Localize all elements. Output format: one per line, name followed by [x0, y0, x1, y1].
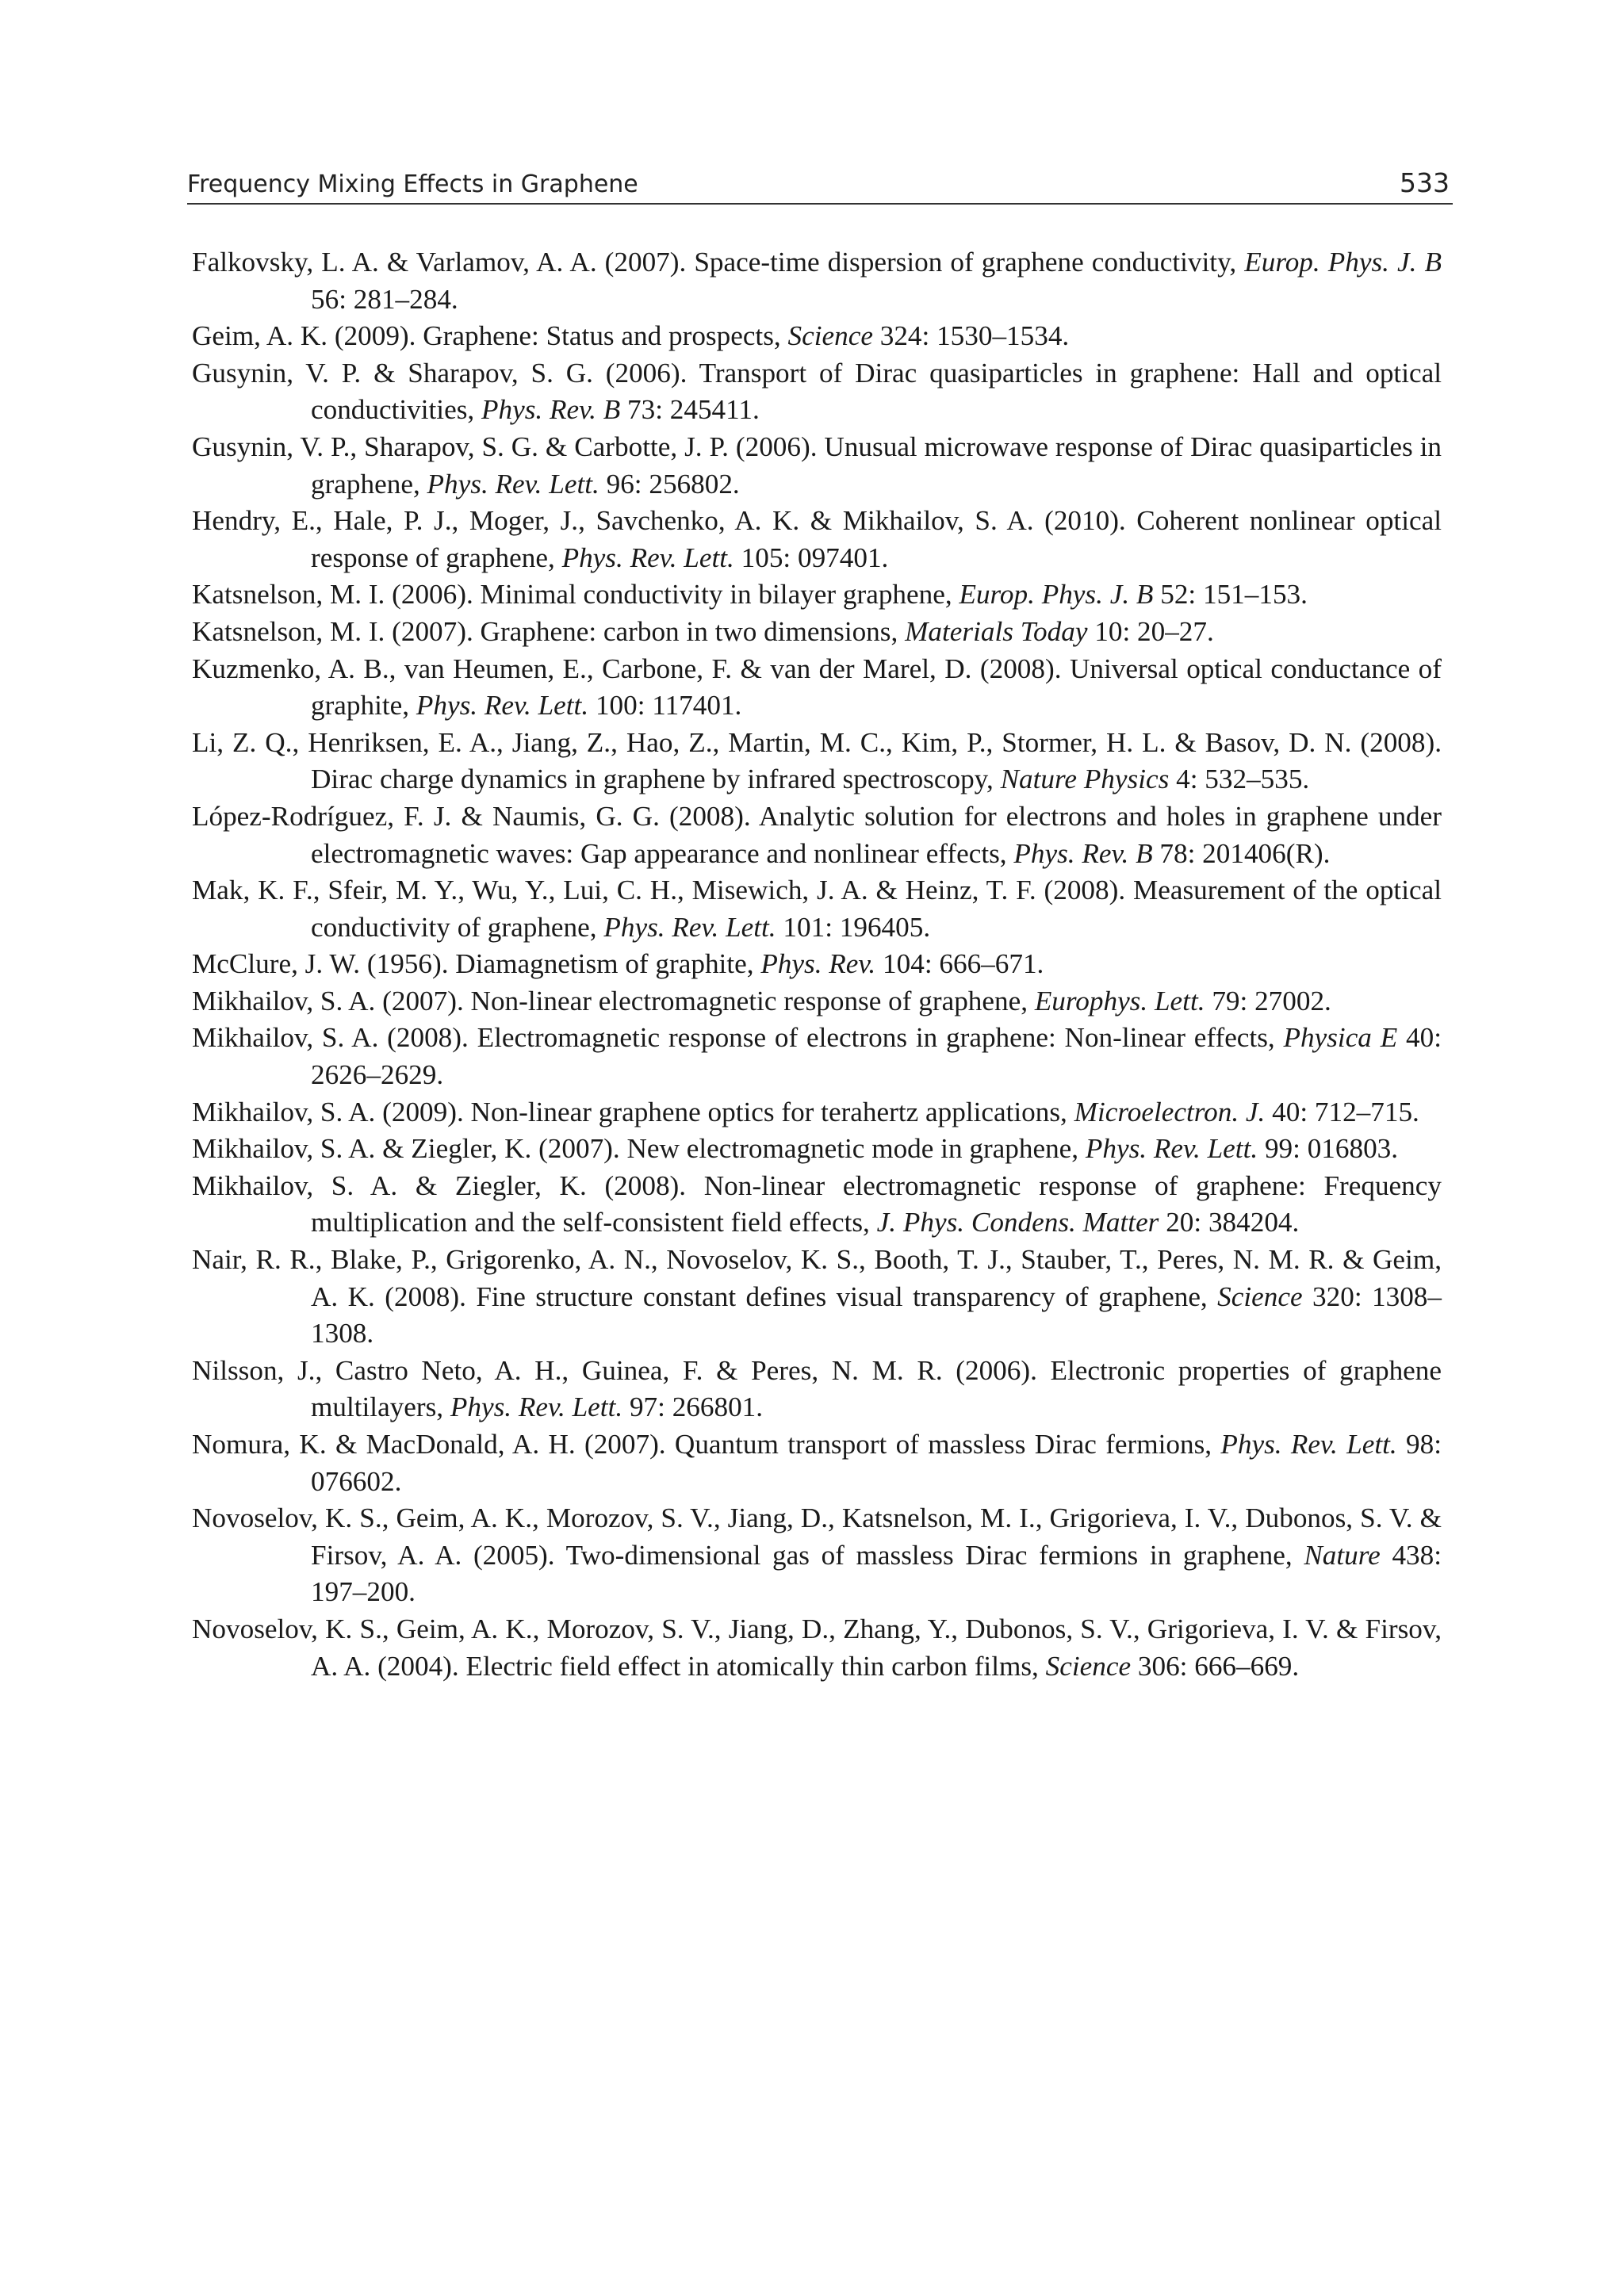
reference-entry: [192, 429, 1442, 503]
reference-journal: Phys. Rev. Lett.: [1220, 1429, 1397, 1460]
reference-journal: Phys. Rev. B: [1013, 837, 1153, 869]
reference-entry: [192, 503, 1442, 576]
reference-volume-pages: 105: 097401.: [733, 542, 889, 573]
reference-text: Gusynin, V. P. & Sharapov, S. G. (2006). Transport of Dirac quasiparticles in graphene: Hall and optical conductivities,: [192, 357, 1442, 426]
reference-journal: Science: [1045, 1650, 1132, 1682]
reference-volume-pages: 97: 266801.: [622, 1391, 764, 1423]
reference-text: Mikhailov, S. A. (2008). Electromagnetic response of electrons in graphene: Non-linear effects,: [192, 1022, 1284, 1054]
reference-text: Li, Z. Q., Henriksen, E. A., Jiang, Z., Hao, Z., Martin, M. C., Kim, P., Stormer, H. L. & Basov, D. N. (2008). Dirac charge dynamics in graphene by infrared spectroscopy,: [192, 726, 1442, 795]
reference-text: Mikhailov, S. A. (2007). Non-linear electromagnetic response of graphene,: [192, 985, 1035, 1016]
reference-text: Nair, R. R., Blake, P., Grigorenko, A. N., Novoselov, K. S., Booth, T. J., Stauber, T., Peres, N. M. R. & Geim, A. K. (2008). Fine structure constant defines visual transparency of graphene,: [192, 1244, 1442, 1312]
reference-journal: Phys. Rev. Lett.: [561, 542, 734, 573]
reference-text: Nilsson, J., Castro Neto, A. H., Guinea, F. & Peres, N. M. R. (2006). Electronic properties of graphene multilayers,: [192, 1354, 1442, 1423]
reference-journal: Nature: [1304, 1539, 1381, 1571]
reference-text: Mikhailov, S. A. & Ziegler, K. (2008). Non-linear electromagnetic response of graphene: Frequency multiplication and the self-consistent field effects,: [192, 1169, 1442, 1238]
reference-journal: Phys. Rev. Lett.: [416, 690, 589, 722]
reference-journal: Phys. Rev. Lett.: [1085, 1133, 1258, 1165]
reference-volume-pages: 56: 281–284.: [311, 283, 458, 315]
reference-entry: [192, 244, 1442, 318]
reference-volume-pages: 306: 666–669.: [1131, 1650, 1300, 1682]
reference-volume-pages: 438: 197–200.: [311, 1539, 1442, 1608]
reference-entry: [192, 1131, 1442, 1168]
reference-text: Mikhailov, S. A. (2009). Non-linear graphene optics for terahertz applications,: [192, 1096, 1074, 1127]
reference-entry: [192, 946, 1442, 983]
reference-volume-pages: 104: 666–671.: [875, 948, 1044, 980]
reference-entry: [192, 983, 1442, 1020]
reference-volume-pages: 101: 196405.: [776, 911, 931, 943]
reference-list: [192, 244, 1442, 1685]
reference-text: McClure, J. W. (1956). Diamagnetism of graphite,: [192, 948, 761, 980]
reference-volume-pages: 100: 117401.: [588, 690, 742, 722]
reference-entry: [192, 1353, 1442, 1426]
reference-entry: [192, 1611, 1442, 1685]
reference-entry: [192, 872, 1442, 946]
reference-text: Geim, A. K. (2009). Graphene: Status and prospects,: [192, 320, 788, 352]
reference-volume-pages: 99: 016803.: [1258, 1133, 1399, 1165]
reference-entry: [192, 1500, 1442, 1611]
reference-text: Gusynin, V. P., Sharapov, S. G. & Carbotte, J. P. (2006). Unusual microwave response of Dirac quasiparticles in graphene,: [192, 431, 1442, 500]
reference-journal: Europ. Phys. J. B: [1244, 247, 1442, 278]
reference-entry: [192, 1426, 1442, 1500]
reference-journal: Physica E: [1283, 1022, 1398, 1054]
reference-volume-pages: 10: 20–27.: [1087, 615, 1214, 647]
reference-journal: Phys. Rev.: [760, 948, 876, 980]
reference-entry: [192, 318, 1442, 355]
reference-entry: [192, 1168, 1442, 1242]
reference-journal: Phys. Rev. Lett.: [427, 468, 599, 500]
reference-entry: [192, 1094, 1442, 1131]
running-head: [187, 162, 1453, 205]
reference-text: Kuzmenko, A. B., van Heumen, E., Carbone, F. & van der Marel, D. (2008). Universal optical conductance of graphite,: [192, 653, 1442, 722]
reference-journal: Microelectron. J.: [1074, 1096, 1266, 1127]
reference-entry: [192, 651, 1442, 725]
reference-volume-pages: 96: 256802.: [599, 468, 740, 500]
reference-journal: Materials Today: [905, 615, 1088, 647]
reference-volume-pages: 40: 2626–2629.: [311, 1022, 1442, 1091]
reference-text: Falkovsky, L. A. & Varlamov, A. A. (2007). Space-time dispersion of graphene conductivity,: [192, 247, 1245, 278]
reference-volume-pages: 78: 201406(R).: [1152, 837, 1331, 869]
page-number: 533: [1400, 167, 1450, 198]
reference-journal: Phys. Rev. Lett.: [603, 911, 776, 943]
reference-volume-pages: 40: 712–715.: [1265, 1096, 1419, 1127]
reference-journal: Phys. Rev. Lett.: [450, 1391, 623, 1423]
reference-volume-pages: 20: 384204.: [1159, 1207, 1300, 1238]
reference-journal: Nature Physics: [1000, 764, 1170, 795]
reference-text: Nomura, K. & MacDonald, A. H. (2007). Quantum transport of massless Dirac fermions,: [192, 1429, 1221, 1460]
reference-text: Hendry, E., Hale, P. J., Moger, J., Savchenko, A. K. & Mikhailov, S. A. (2010). Coherent nonlinear optical response of graphene,: [192, 505, 1442, 573]
reference-volume-pages: 320: 1308–1308.: [311, 1280, 1442, 1349]
reference-text: López-Rodríguez, F. J. & Naumis, G. G. (2008). Analytic solution for electrons and holes in graphene under electromagnetic waves: Gap appearance and nonlinear effects,: [192, 800, 1442, 869]
reference-entry: [192, 576, 1442, 614]
reference-journal: Europ. Phys. J. B: [959, 579, 1154, 611]
reference-entry: [192, 725, 1442, 798]
running-head-title: Frequency Mixing Effects in Graphene: [187, 170, 638, 198]
reference-text: Mak, K. F., Sfeir, M. Y., Wu, Y., Lui, C. H., Misewich, J. A. & Heinz, T. F. (2008). Measurement of the optical conductivity of graphene,: [192, 875, 1442, 943]
reference-journal: J. Phys. Condens. Matter: [876, 1207, 1159, 1238]
reference-entry: [192, 1020, 1442, 1093]
reference-journal: Science: [1217, 1280, 1303, 1312]
reference-entry: [192, 614, 1442, 651]
reference-entry: [192, 798, 1442, 872]
reference-volume-pages: 73: 245411.: [620, 394, 760, 426]
reference-volume-pages: 52: 151–153.: [1153, 579, 1308, 611]
reference-entry: [192, 1242, 1442, 1353]
reference-volume-pages: 79: 27002.: [1205, 985, 1331, 1016]
reference-text: Katsnelson, M. I. (2007). Graphene: carbon in two dimensions,: [192, 615, 906, 647]
reference-journal: Phys. Rev. B: [481, 394, 621, 426]
reference-text: Katsnelson, M. I. (2006). Minimal conductivity in bilayer graphene,: [192, 579, 959, 611]
reference-text: Novoselov, K. S., Geim, A. K., Morozov, S. V., Jiang, D., Katsnelson, M. I., Grigorieva, I. V., Dubonos, S. V. & Firsov, A. A. (2005). Two-dimensional gas of massless Dirac fermions in graphene,: [192, 1503, 1442, 1571]
reference-entry: [192, 355, 1442, 429]
reference-journal: Science: [787, 320, 873, 352]
reference-volume-pages: 4: 532–535.: [1169, 764, 1310, 795]
reference-volume-pages: 324: 1530–1534.: [872, 320, 1070, 352]
reference-text: Novoselov, K. S., Geim, A. K., Morozov, S. V., Jiang, D., Zhang, Y., Dubonos, S. V., Grigorieva, I. V. & Firsov, A. A. (2004). Electric field effect in atomically thin carbon films,: [192, 1613, 1442, 1682]
reference-text: Mikhailov, S. A. & Ziegler, K. (2007). New electromagnetic mode in graphene,: [192, 1133, 1086, 1165]
reference-journal: Europhys. Lett.: [1034, 985, 1205, 1016]
reference-volume-pages: 98: 076602.: [311, 1429, 1442, 1497]
